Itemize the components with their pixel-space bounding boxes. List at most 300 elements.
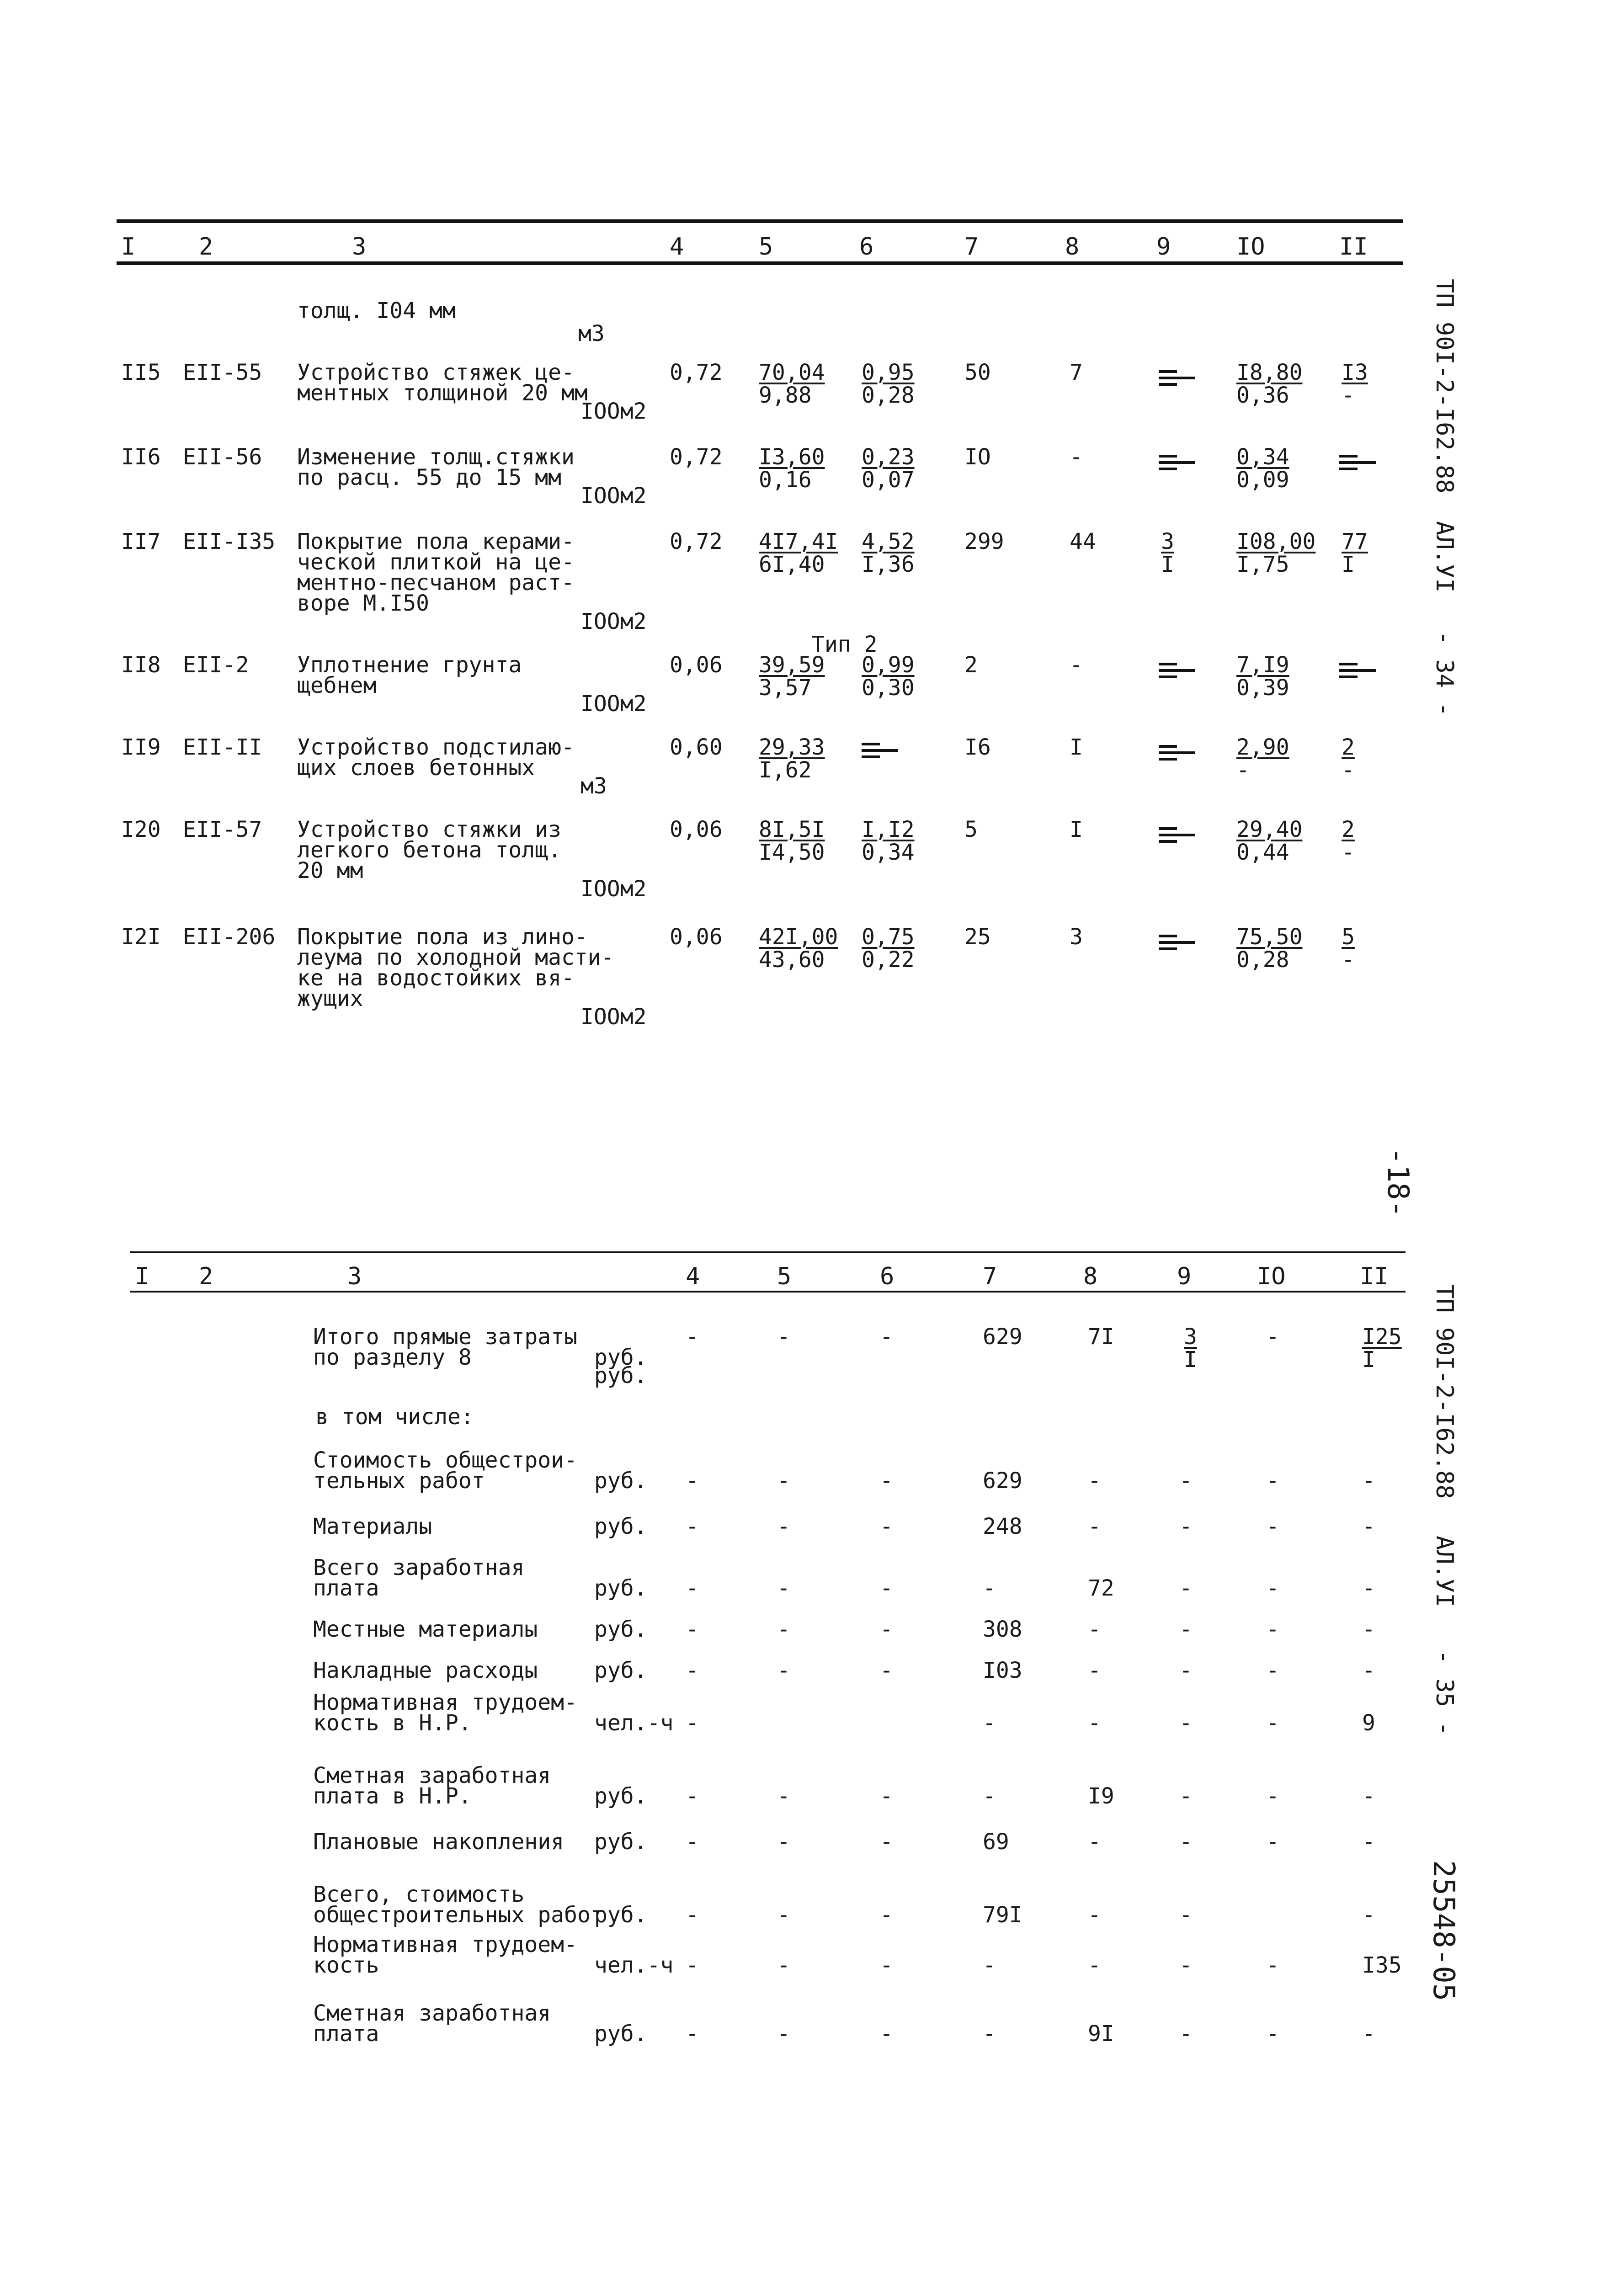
col5-fraction-denominator: 3,57 — [759, 675, 812, 701]
table-top-rule — [117, 219, 1403, 223]
summary-row-value: - — [686, 1829, 699, 1855]
summary-row-unit: руб. — [594, 1902, 647, 1928]
col11-fraction-numerator: 2 — [1342, 817, 1355, 842]
summary-row-unit: чел.-ч — [594, 1952, 674, 1978]
col11-fraction — [1342, 530, 1368, 576]
row-unit: м3 — [580, 773, 607, 799]
row-description-line: жущих — [297, 986, 363, 1011]
summary-row-value: - — [1179, 1829, 1193, 1855]
column2-header-I: I — [135, 1263, 149, 1290]
summary-row-value: - — [1179, 1575, 1193, 1601]
row-description-line: по расц. 55 до 15 мм — [297, 465, 561, 490]
column-header-8: 8 — [1065, 233, 1080, 261]
row-unit: IOOм2 — [580, 483, 647, 509]
column-header-I: I — [121, 233, 136, 261]
summary-row-value: - — [777, 1617, 790, 1642]
col6-mark-stroke — [862, 743, 880, 745]
summary-row-value: - — [777, 1783, 790, 1809]
row-description-line: Устройство стяжки из — [297, 817, 561, 842]
side-label-sheet: - 34 - — [1431, 631, 1458, 717]
col5-fraction-denominator: I4,50 — [759, 840, 825, 865]
row-description-line: Устройство стяжек це- — [297, 360, 575, 385]
column2-header-6: 6 — [880, 1263, 895, 1290]
col7-value: I6 — [964, 734, 991, 760]
col6-fraction — [862, 926, 915, 971]
col5-fraction — [759, 818, 825, 864]
col10-fraction-numerator: I08,00 — [1236, 529, 1316, 554]
summary-row-value: - — [880, 1575, 893, 1601]
col9-mark-stroke — [1159, 455, 1177, 457]
col11-mark-stroke — [1339, 461, 1376, 464]
total-unit-line: руб. — [594, 1363, 647, 1388]
side-label-album: АЛ.УI — [1431, 521, 1458, 593]
col9-mark-stroke — [1159, 669, 1195, 672]
column-header-3: 3 — [352, 233, 367, 261]
col10-fraction — [1236, 446, 1289, 491]
col8-value: 3 — [1070, 924, 1083, 950]
col9-fraction-numerator: 3 — [1161, 529, 1174, 554]
column-header-II: II — [1339, 233, 1368, 261]
col10-fraction-denominator: 0,28 — [1236, 947, 1289, 973]
row-description-line: ческой плиткой на це- — [297, 549, 575, 575]
row-description-line: легкого бетона толщ. — [297, 837, 561, 863]
column2-header-7: 7 — [983, 1263, 997, 1290]
col6-fraction-numerator: 0,95 — [862, 360, 915, 385]
col6-fraction — [862, 446, 915, 491]
summary-row-value: - — [983, 1952, 996, 1978]
summary-row-value: - — [1266, 1783, 1279, 1809]
col11-mark-stroke — [1339, 468, 1358, 470]
col4-value: 0,72 — [670, 529, 723, 554]
summary-row-label-line: Накладные расходы — [313, 1658, 538, 1683]
row-unit: IOOм2 — [580, 609, 647, 634]
col10-fraction — [1236, 361, 1303, 407]
page-number: -18- — [1381, 1147, 1415, 1218]
summary-row-unit: руб. — [594, 2021, 647, 2047]
col5-fraction-numerator: 8I,5I — [759, 817, 825, 842]
total-col11-numerator: I25 — [1362, 1324, 1402, 1350]
row-unit: IOOм2 — [580, 1004, 647, 1030]
row-number: II9 — [121, 734, 161, 760]
row-number: II6 — [121, 444, 161, 470]
col11-fraction-denominator: - — [1342, 383, 1355, 408]
col9-mark-stroke — [1159, 663, 1177, 665]
summary-row-value: - — [1362, 1575, 1375, 1601]
column2-header-2: 2 — [199, 1263, 213, 1290]
col5-fraction-numerator: I3,60 — [759, 444, 825, 470]
column2-header-9: 9 — [1177, 1263, 1192, 1290]
col4-value: 0,06 — [670, 817, 723, 842]
summary-row-value: - — [686, 2021, 699, 2047]
summary-row-label-line: Всего заработная — [313, 1555, 525, 1580]
total-col8: 7I — [1088, 1324, 1114, 1350]
summary-row-value: - — [777, 1514, 790, 1539]
col8-value: - — [1070, 444, 1083, 470]
total-col11-denominator: I — [1362, 1347, 1375, 1372]
summary-row-value: 69 — [983, 1829, 1009, 1855]
summary-row-label-line: плата в Н.Р. — [313, 1783, 472, 1809]
column2-header-4: 4 — [686, 1263, 700, 1290]
summary-row-value: 9I — [1088, 2021, 1114, 2047]
summary-row-value: - — [777, 1468, 790, 1494]
row-description-line: леума по холодной масти- — [297, 945, 614, 970]
col6-fraction-numerator: 4,52 — [862, 529, 915, 554]
col11-fraction-numerator: 5 — [1342, 924, 1355, 950]
summary-row-value: - — [880, 1617, 893, 1642]
row-number: II8 — [121, 652, 161, 678]
total-col9-numerator: 3 — [1184, 1324, 1197, 1350]
row-description-line: щебнем — [297, 673, 377, 698]
summary-row-value: - — [880, 1829, 893, 1855]
col5-fraction-numerator: 29,33 — [759, 734, 825, 760]
table2-top-rule — [130, 1251, 1406, 1253]
summary-row-value: - — [880, 1658, 893, 1683]
summary-row-label-line: кость в Н.Р. — [313, 1710, 472, 1736]
summary-row-value: - — [1362, 1783, 1375, 1809]
col9-fraction — [1161, 530, 1174, 576]
col5-fraction — [759, 530, 838, 576]
summary-row-value: - — [1362, 1658, 1375, 1683]
summary-row-value: - — [1266, 1514, 1279, 1539]
summary-row-label-line: Нормативная трудоем- — [313, 1932, 577, 1958]
col10-fraction-denominator: 0,39 — [1236, 675, 1289, 701]
summary-row-value: - — [686, 1902, 699, 1928]
col11-mark-stroke — [1339, 663, 1358, 665]
col10-fraction-denominator: - — [1236, 757, 1250, 783]
col10-fraction-numerator: 29,40 — [1236, 817, 1303, 842]
col6-fraction-numerator: I,I2 — [862, 817, 915, 842]
row-unit: IOOм2 — [580, 876, 647, 902]
summary-row-label-line: кость — [313, 1952, 379, 1978]
summary-row-value: - — [1362, 1902, 1375, 1928]
summary-row-value: - — [686, 1658, 699, 1683]
row-description-line: Покрытие пола из лино- — [297, 924, 588, 950]
col7-value: 25 — [964, 924, 991, 950]
summary-row-label-line: общестроительных работ — [313, 1902, 604, 1928]
summary-row-value: - — [1088, 1514, 1101, 1539]
type-label: Тип 2 — [811, 632, 878, 657]
summary-row-value: - — [983, 1575, 996, 1601]
row-description-line: ментно-песчаном раст- — [297, 570, 575, 596]
summary-row-value: - — [1088, 1658, 1101, 1683]
total-col5: - — [777, 1324, 790, 1350]
summary-row-unit: руб. — [594, 1617, 647, 1642]
summary-row-value: - — [1362, 1514, 1375, 1539]
col9-mark-stroke — [1159, 377, 1195, 379]
summary-row-label-line: плата — [313, 2021, 379, 2047]
summary-row-value: - — [1088, 1468, 1101, 1494]
summary-row-value: - — [1266, 1575, 1279, 1601]
col7-value: 2 — [964, 652, 978, 678]
col9-mark-stroke — [1159, 370, 1177, 373]
summary-row-value: - — [777, 1658, 790, 1683]
col5-fraction — [759, 446, 825, 491]
col4-value: 0,06 — [670, 652, 723, 678]
column-header-9: 9 — [1156, 233, 1171, 261]
col10-fraction-denominator: 0,36 — [1236, 383, 1289, 408]
column-header-2: 2 — [199, 233, 213, 261]
summary-row-value: - — [1266, 1710, 1279, 1736]
col11-fraction — [1342, 736, 1355, 782]
col6-fraction-denominator: 0,30 — [862, 675, 915, 701]
col11-mark-stroke — [1339, 669, 1376, 672]
col11-fraction — [1342, 361, 1368, 407]
col11-fraction-numerator: 2 — [1342, 734, 1355, 760]
summary-row-label-line: Местные материалы — [313, 1617, 538, 1642]
col7-value: 299 — [964, 529, 1004, 554]
pre-text: толщ. I04 мм — [297, 298, 456, 324]
summary-row-label-line: Всего, стоимость — [313, 1882, 525, 1907]
summary-row-value: - — [1179, 1617, 1193, 1642]
row-description-line: 20 мм — [297, 858, 363, 883]
row-description-line: воре М.I50 — [297, 590, 429, 616]
col4-value: 0,72 — [670, 444, 723, 470]
col6-fraction-denominator: 0,07 — [862, 467, 915, 493]
summary-row-label-line: Сметная заработная — [313, 1763, 551, 1788]
col5-fraction-numerator: 39,59 — [759, 652, 825, 678]
summary-row-value: - — [686, 1468, 699, 1494]
col5-fraction — [759, 361, 825, 407]
col9-mark-stroke — [1159, 827, 1177, 830]
row-description-line: Уплотнение грунта — [297, 652, 522, 678]
col6-mark-stroke — [862, 755, 880, 758]
summary-row-value: - — [983, 1710, 996, 1736]
col6-fraction — [862, 530, 915, 576]
summary-row-value: 308 — [983, 1617, 1022, 1642]
column-header-6: 6 — [859, 233, 874, 261]
total-col9-denominator: I — [1184, 1347, 1197, 1372]
summary-row-label-line: Плановые накопления — [313, 1829, 564, 1855]
col6-fraction-numerator: 0,75 — [862, 924, 915, 950]
total-col11 — [1362, 1325, 1402, 1371]
side-label-project: ТП 90I-2-I62.88 — [1431, 279, 1458, 494]
summary-row-unit: руб. — [594, 1468, 647, 1494]
summary-row-value: - — [1362, 1617, 1375, 1642]
row-code: EII-55 — [183, 360, 262, 385]
including-label: в том числе: — [315, 1404, 474, 1430]
col9-mark — [1159, 745, 1200, 763]
row-code: EII-II — [183, 734, 262, 760]
col5-fraction — [759, 654, 825, 699]
col6-fraction-denominator: 0,34 — [862, 840, 915, 865]
summary-row-unit: руб. — [594, 1575, 647, 1601]
col5-fraction — [759, 736, 825, 782]
column-header-7: 7 — [964, 233, 979, 261]
col11-fraction-denominator: I — [1342, 552, 1355, 577]
col9-mark-stroke — [1159, 468, 1177, 470]
row-description-line: Покрытие пола керами- — [297, 529, 575, 554]
col9-mark-stroke — [1159, 751, 1195, 754]
summary-row-label-line: Материалы — [313, 1514, 432, 1539]
total-col7: 629 — [983, 1324, 1022, 1350]
summary-row-unit: руб. — [594, 1658, 647, 1683]
row-description-line: ке на водостойких вя- — [297, 965, 575, 991]
col10-fraction — [1236, 818, 1303, 864]
col10-fraction-denominator: 0,09 — [1236, 467, 1289, 493]
column2-header-IO: IO — [1257, 1263, 1286, 1290]
col6-fraction — [862, 818, 915, 864]
col7-value: IO — [964, 444, 991, 470]
col11-fraction-denominator: - — [1342, 757, 1355, 783]
col5-fraction-denominator: 9,88 — [759, 383, 812, 408]
col4-value: 0,72 — [670, 360, 723, 385]
summary-row-value: - — [1088, 1952, 1101, 1978]
summary-row-value: - — [1179, 1902, 1193, 1928]
side2-label-album: АЛ.УI — [1431, 1536, 1458, 1607]
summary-row-value: - — [686, 1514, 699, 1539]
document-number: 25548-05 — [1427, 1860, 1460, 2001]
col10-fraction — [1236, 736, 1289, 782]
summary-row-value: - — [1362, 1829, 1375, 1855]
summary-row-value: - — [1179, 1783, 1193, 1809]
col6-fraction-numerator: 0,99 — [862, 652, 915, 678]
summary-row-label-line: Стоимость общестрои- — [313, 1447, 577, 1473]
row-code: EII-57 — [183, 817, 262, 842]
col9-mark — [1159, 370, 1200, 388]
col9-mark-stroke — [1159, 676, 1177, 678]
summary-row-value: - — [1362, 1468, 1375, 1494]
side2-label-sheet: - 35 - — [1431, 1650, 1458, 1736]
row-code: EII-2 — [183, 652, 249, 678]
total-label-line: по разделу 8 — [313, 1345, 472, 1370]
summary-row-value: - — [1179, 1468, 1193, 1494]
summary-row-unit: руб. — [594, 1829, 647, 1855]
col7-value: 50 — [964, 360, 991, 385]
col5-fraction-numerator: 42I,00 — [759, 924, 838, 950]
row-description-line: ментных толщиной 20 мм — [297, 380, 588, 406]
col10-fraction — [1236, 530, 1315, 576]
summary-row-value: 629 — [983, 1468, 1022, 1494]
summary-row-value: 79I — [983, 1902, 1022, 1928]
col6-fraction-denominator: 0,28 — [862, 383, 915, 408]
col11-mark — [1339, 455, 1380, 473]
col7-value: 5 — [964, 817, 978, 842]
header2-bottom-rule — [130, 1291, 1406, 1293]
summary-row-value: - — [1088, 1829, 1101, 1855]
row-description-line: щих слоев бетонных — [297, 755, 535, 781]
column2-header-3: 3 — [347, 1263, 362, 1290]
summary-row-value: - — [686, 1783, 699, 1809]
col9-mark-stroke — [1159, 947, 1177, 950]
row-number: II7 — [121, 529, 161, 554]
col9-mark-stroke — [1159, 834, 1195, 836]
summary-row-unit: руб. — [594, 1514, 647, 1539]
col11-mark-stroke — [1339, 455, 1358, 457]
summary-row-value: - — [880, 1902, 893, 1928]
col5-fraction-numerator: 4I7,4I — [759, 529, 838, 554]
col11-fraction-numerator: I3 — [1342, 360, 1368, 385]
summary-row-value: - — [686, 1617, 699, 1642]
column-header-IO: IO — [1236, 233, 1265, 261]
row-code: EII-56 — [183, 444, 262, 470]
total-col10: - — [1266, 1324, 1279, 1350]
column2-header-5: 5 — [777, 1263, 792, 1290]
row-description-line: Изменение толщ.стяжки — [297, 444, 575, 470]
col11-mark — [1339, 663, 1380, 681]
column2-header-8: 8 — [1083, 1263, 1098, 1290]
col9-mark-stroke — [1159, 745, 1177, 748]
summary-row-value: - — [880, 1468, 893, 1494]
side2-label-project: ТП 90I-2-I62.88 — [1431, 1284, 1458, 1499]
col10-fraction — [1236, 654, 1289, 699]
summary-row-label-line: плата — [313, 1575, 379, 1601]
summary-row-value: - — [880, 2021, 893, 2047]
col11-fraction-denominator: - — [1342, 840, 1355, 865]
summary-row-value: - — [983, 2021, 996, 2047]
pre-unit: м3 — [578, 321, 605, 346]
summary-row-value: - — [1179, 1514, 1193, 1539]
summary-row-value: - — [1266, 1658, 1279, 1683]
summary-row-value: - — [880, 1783, 893, 1809]
summary-row-value: - — [686, 1575, 699, 1601]
row-number: II5 — [121, 360, 161, 385]
summary-row-value: I35 — [1362, 1952, 1402, 1978]
col6-mark — [862, 743, 903, 761]
col10-fraction — [1236, 926, 1303, 971]
col10-fraction-numerator: 0,34 — [1236, 444, 1289, 470]
summary-row-value: - — [880, 1952, 893, 1978]
total-col6: - — [880, 1324, 893, 1350]
row-number: I20 — [121, 817, 161, 842]
summary-row-value: - — [1088, 1617, 1101, 1642]
summary-row-unit: чел.-ч — [594, 1710, 674, 1736]
col8-value: I — [1070, 734, 1083, 760]
col8-value: 44 — [1070, 529, 1096, 554]
summary-row-value: - — [777, 1575, 790, 1601]
column-header-4: 4 — [670, 233, 684, 261]
summary-row-value: - — [1179, 2021, 1193, 2047]
total-col4: - — [686, 1324, 699, 1350]
col5-fraction-denominator: 43,60 — [759, 947, 825, 973]
col6-fraction — [862, 654, 915, 699]
col5-fraction-denominator: 6I,40 — [759, 552, 825, 577]
col9-mark-stroke — [1159, 461, 1195, 464]
col6-fraction-denominator: 0,22 — [862, 947, 915, 973]
row-code: EII-206 — [183, 924, 276, 950]
summary-row-value: 9 — [1362, 1710, 1375, 1736]
summary-row-value: - — [1088, 1710, 1101, 1736]
row-unit: IOOм2 — [580, 691, 647, 717]
summary-row-value: - — [1179, 1658, 1193, 1683]
summary-row-label-line: тельных работ — [313, 1468, 485, 1494]
col10-fraction-numerator: 7,I9 — [1236, 652, 1289, 678]
summary-row-value: I03 — [983, 1658, 1022, 1683]
summary-row-value: - — [1179, 1952, 1193, 1978]
col11-fraction — [1342, 818, 1355, 864]
summary-row-value: - — [777, 2021, 790, 2047]
column2-header-II: II — [1360, 1263, 1389, 1290]
summary-row-value: - — [983, 1783, 996, 1809]
col5-fraction-denominator: 0,16 — [759, 467, 812, 493]
col9-mark — [1159, 663, 1200, 681]
col9-mark — [1159, 827, 1200, 846]
total-unit-line: руб. — [594, 1345, 647, 1370]
col9-mark-stroke — [1159, 935, 1177, 937]
header-bottom-rule — [117, 261, 1403, 265]
summary-row-value: - — [1266, 1617, 1279, 1642]
column-header-5: 5 — [759, 233, 773, 261]
total-col9 — [1184, 1325, 1197, 1371]
summary-row-value: - — [777, 1952, 790, 1978]
col9-mark-stroke — [1159, 758, 1177, 761]
col8-value: - — [1070, 652, 1083, 678]
col10-fraction-denominator: I,75 — [1236, 552, 1289, 577]
summary-row-value: - — [777, 1902, 790, 1928]
summary-row-value: - — [1266, 2021, 1279, 2047]
summary-row-value: - — [686, 1952, 699, 1978]
col11-fraction — [1342, 926, 1355, 971]
col5-fraction — [759, 926, 838, 971]
